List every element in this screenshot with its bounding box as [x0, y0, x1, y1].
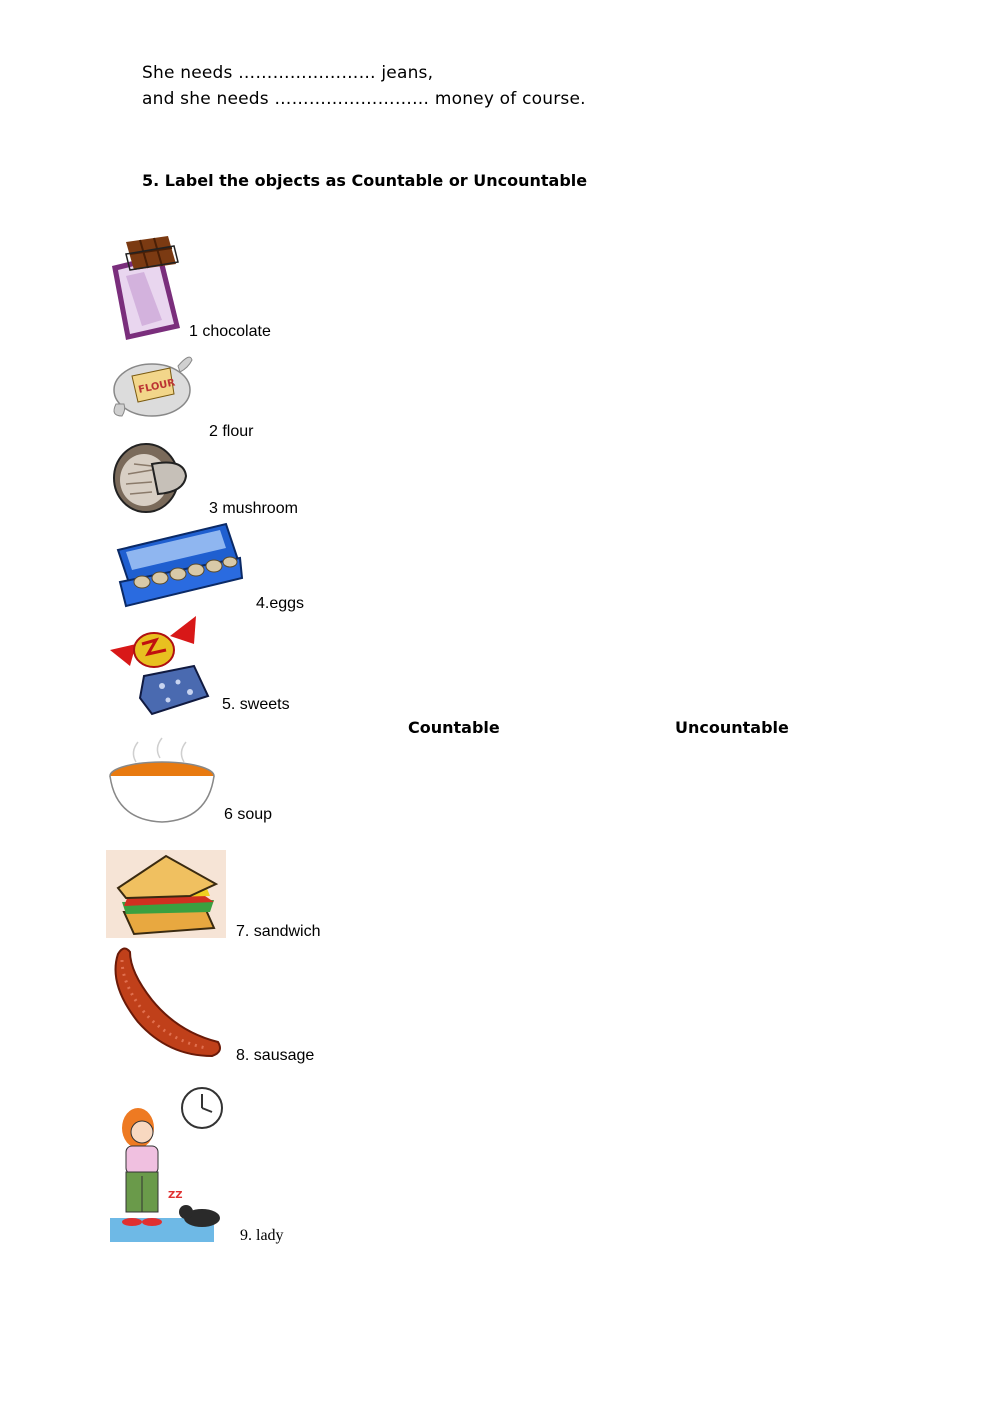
intro-line-2: and she needs ……………………… money of course. — [142, 89, 586, 109]
sweets-icon — [108, 614, 212, 716]
item-label-sweets: 5. sweets — [222, 696, 290, 713]
item-label-chocolate: 1 chocolate — [189, 323, 271, 340]
column-countable-heading: Countable — [408, 718, 500, 737]
item-label-eggs: 4.eggs — [256, 595, 305, 612]
lady-icon — [108, 1080, 224, 1246]
svg-text:ZZ: ZZ — [168, 1190, 183, 1201]
svg-text:FLOUR: FLOUR — [137, 377, 177, 396]
item-label-soup: 6 soup — [224, 806, 273, 823]
sandwich-icon — [106, 850, 226, 938]
item-label-sausage: 8. sausage — [236, 1047, 315, 1064]
eggs-icon — [108, 520, 248, 612]
soup-icon — [106, 736, 218, 826]
item-label-mushroom: 3 mushroom — [209, 500, 298, 517]
chocolate-icon — [104, 236, 184, 342]
intro-line-1: She needs …………………… jeans, — [142, 63, 434, 83]
item-label-sandwich: 7. sandwich — [236, 923, 321, 940]
item-label-lady: 9. lady — [240, 1227, 284, 1244]
sausage-icon — [108, 944, 224, 1064]
exercise-heading: 5. Label the objects as Countable or Uncountable — [142, 171, 588, 190]
flour-icon — [108, 346, 198, 422]
column-uncountable-heading: Uncountable — [675, 718, 789, 737]
item-label-flour: 2 flour — [209, 423, 254, 440]
mushroom-icon — [108, 434, 192, 518]
